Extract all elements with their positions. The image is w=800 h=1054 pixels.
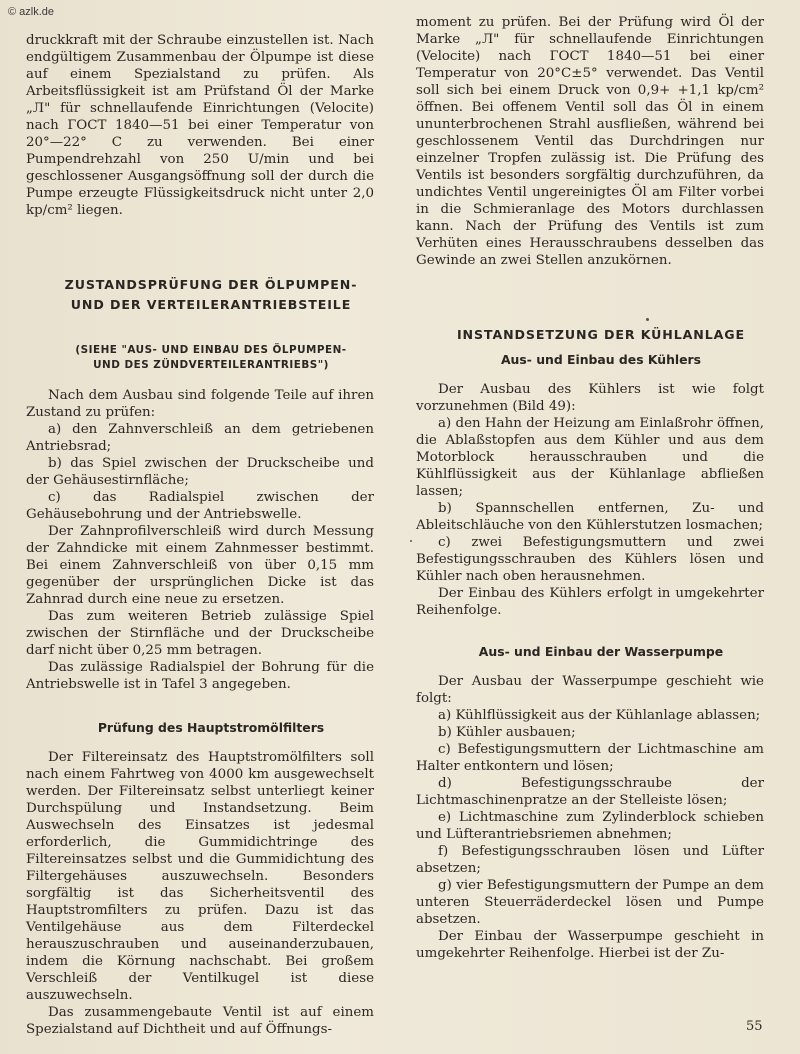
list-item: a) den Hahn der Heizung am Einlaßrohr öffnen, die Ablaßstopfen aus dem Kühler und aus dem Motorblock herausschrauben und die Kühlflüssigkeit aus der Kühlanlage abfließen lassen; [416, 416, 764, 499]
paragraph: Der Einbau des Kühlers erfolgt in umgekehrter Reihenfolge. [416, 586, 764, 618]
paragraph: Nach dem Ausbau sind folgende Teile auf ihren Zustand zu prüfen: [26, 388, 374, 420]
watermark: © azlk.de [8, 6, 55, 18]
list-item: b) Kühler ausbauen; [438, 725, 576, 740]
paragraph: Der Einbau der Wasserpumpe geschieht in umgekehrter Reihenfolge. Hierbei ist der Zu- [416, 929, 764, 961]
list-item: c) das Radialspiel zwischen der Gehäusebohrung und der Antriebswelle. [26, 490, 374, 522]
section-title-water-pump: Aus- und Einbau der Wasserpumpe [478, 644, 724, 659]
right-intro-paragraph: moment zu prüfen. Bei der Prüfung wird Öl der Marke „Л" für schnellaufende Einrichtungen (Velocite) nach ГОСТ 1840—51 bei einer Temperatur von 20°C±5° verwendet. Das Ventil soll sich bei einem Druck von 0,9+ +1,1 kp/cm² öffnen. Bei offenem Ventil soll das Öl in einem ununterbrochenen Strahl ausfließen, während bei geschlossenem Ventil das Durchdringen nur einzelner Tropfen zulässig ist. Die Prüfung des Ventils ist besonders sorgfältig durchzuführen, da undichtes Ventil ungereinigtes Öl am Filter vorbei in die Schmieranlage des Motors durchlassen kann. Nach der Prüfung des Ventils ist zum Verhüten eines Herausschraubens desselben das Gewinde an zwei Stellen anzukörnen. [416, 15, 764, 268]
left-intro-paragraph: druckkraft mit der Schraube einzustellen ist. Nach endgültigem Zusammenbau der Ölpumpe ist diese auf einem Spezialstand zu prüfen. Als Arbeitsflüssigkeit ist am Prüfstand Öl der Marke „Л" für schnellaufende Einrichtungen (Velocite) nach ГОСТ 1840—51 bei einer Temperatur von 20°—22° C zu verwenden. Bei einer Pumpendrehzahl von 250 U/min und bei geschlossener Ausgangsöffnung soll der durch die Pumpe erzeugte Flüssigkeitsdruck nicht unter 2,0 kp/cm² liegen. [26, 33, 374, 218]
paragraph: Der Ausbau der Wasserpumpe geschieht wie folgt: [416, 674, 764, 706]
list-item: b) das Spiel zwischen der Druckscheibe und der Gehäusestirnfläche; [26, 456, 374, 488]
list-item: d) Befestigungsschraube der Lichtmaschinenpratze an der Stelleiste lösen; [416, 776, 764, 808]
paragraph: Das zum weiteren Betrieb zulässige Spiel zwischen der Stirnfläche und der Druckscheibe darf nicht über 0,25 mm betragen. [26, 609, 374, 658]
left-column [26, 32, 374, 1038]
list-item: c) Befestigungsmuttern der Lichtmaschine am Halter entkontern und lösen; [416, 742, 764, 774]
list-item: b) Spannschellen entfernen, Zu- und Ableitschläuche von den Kühlerstutzen losmachen; [416, 501, 764, 533]
page-number: 55 [746, 1019, 763, 1034]
section-title-cooling: INSTANDSETZUNG DER KÜHLANLAGE [456, 327, 746, 342]
paragraph: Das zusammengebaute Ventil ist auf einem Spezialstand auf Dichtheit und auf Öffnungs- [26, 1005, 374, 1037]
paragraph: Der Zahnprofilverschleiß wird durch Messung der Zahndicke mit einem Zahnmesser bestimmt. Bei einem Zahnverschleiß von über 0,15 mm gegenüber der ursprünglichen Dicke ist das Zahnrad durch eine neue zu ersetzen. [26, 524, 374, 607]
list-item: c) zwei Befestigungsmuttern und zwei Befestigungsschrauben des Kühlers lösen und Kühler nach oben herausnehmen. [416, 535, 764, 584]
list-item: a) Kühlflüssigkeit aus der Kühlanlage ablassen; [438, 708, 761, 723]
print-speck [646, 318, 649, 321]
section-title-oil-filter: Prüfung des Hauptstromölfilters [97, 720, 325, 735]
paragraph: Das zulässige Radialspiel der Bohrung für die Antriebswelle ist in Tafel 3 angegeben. [26, 660, 374, 692]
section-title-oil-pump-line1: ZUSTANDSPRÜFUNG DER ÖLPUMPEN- [64, 277, 358, 292]
list-item: f) Befestigungsschrauben lösen und Lüfter absetzen; [416, 844, 764, 876]
section-title-oil-pump-line2: UND DER VERTEILERANTRIEBSTEILE [70, 297, 352, 312]
section-subtitle-line1: (SIEHE "AUS- UND EINBAU DES ÖLPUMPEN- [75, 344, 347, 356]
right-column [416, 14, 764, 962]
print-speck [410, 540, 412, 542]
section-subtitle-radiator: Aus- und Einbau des Kühlers [500, 352, 702, 367]
list-item: a) den Zahnverschleiß an dem getriebenen Antriebsrad; [26, 422, 374, 454]
section-subtitle-line2: UND DES ZÜNDVERTEILERANTRIEBS") [93, 359, 329, 371]
list-item: g) vier Befestigungsmuttern der Pumpe an dem unteren Steuerräderdeckel lösen und Pumpe absetzen. [416, 878, 764, 927]
list-item: e) Lichtmaschine zum Zylinderblock schieben und Lüfterantriebsriemen abnehmen; [416, 810, 764, 842]
paragraph: Der Ausbau des Kühlers ist wie folgt vorzunehmen (Bild 49): [416, 382, 764, 414]
paragraph: Der Filtereinsatz des Hauptstromölfilters soll nach einem Fahrtweg von 4000 km ausgewechselt werden. Der Filtereinsatz selbst unterliegt keiner Durchspülung und Instandsetzung. Beim Auswechseln des Einsatzes ist jedesmal erforderlich, die Gummidichtringe des Filtereinsatzes selbst und die Gummidichtung des Filtergehäuses auszuwechseln. Besonders sorgfältig ist das Sicherheitsventil des Hauptstromfilters zu prüfen. Dazu ist das Ventilgehäuse aus dem Filterdeckel herauszuschrauben und auseinanderzubauen, indem die Körnung nachschabt. Bei großem Verschleiß der Ventilkugel ist diese auszuwechseln. [26, 750, 374, 1003]
